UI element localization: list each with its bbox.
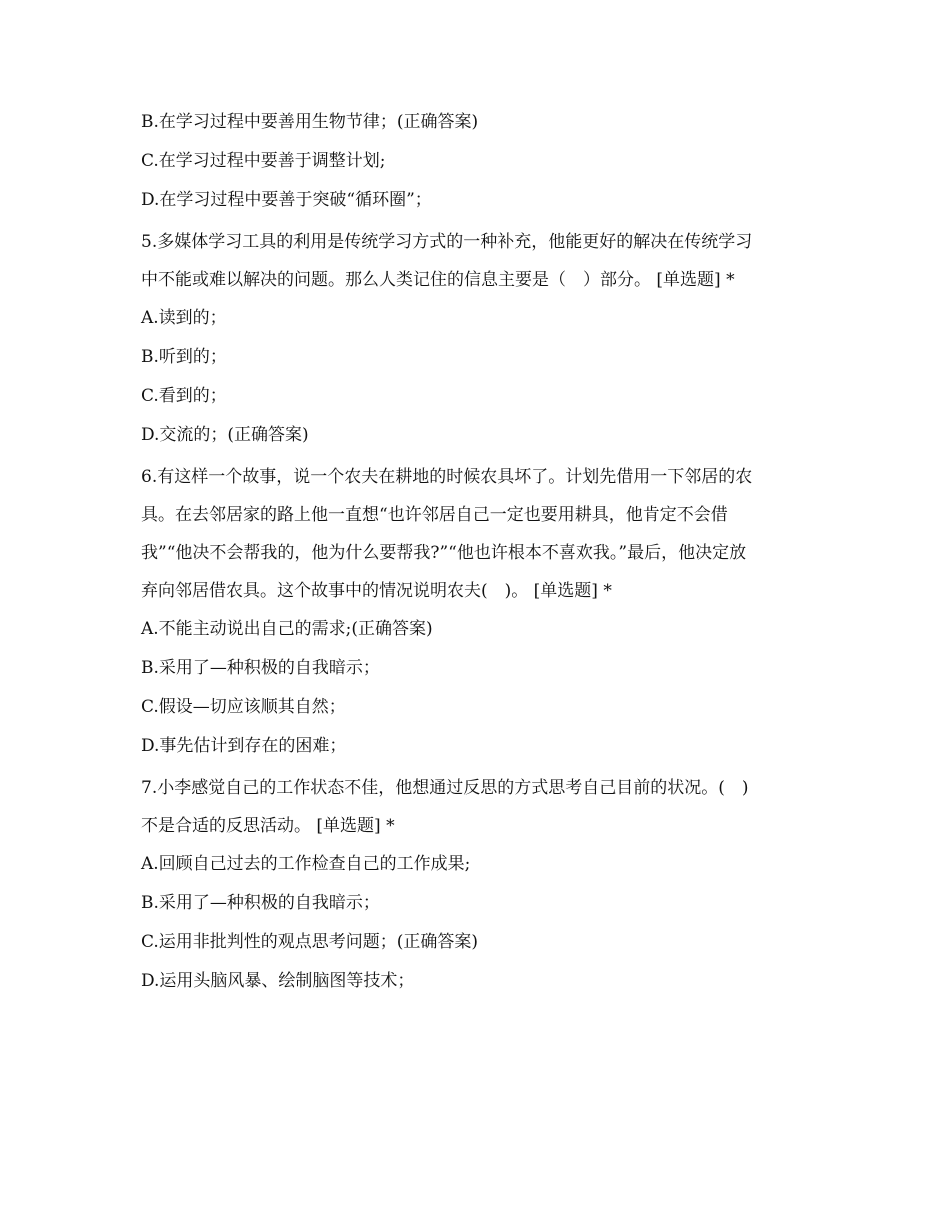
question-5-text-line-1: 5.多媒体学习工具的利用是传统学习方式的一种补充，他能更好的解决在传统学习 <box>141 232 753 252</box>
option-6d: D.事先估计到存在的困难； <box>141 736 347 756</box>
question-6-text-line-1: 6.有这样一个故事，说一个农夫在耕地的时候农具坏了。计划先借用一下邻居的农 <box>141 467 753 487</box>
option-7a: A.回顾自己过去的工作检查自己的工作成果; <box>141 854 471 874</box>
option-6a: A.不能主动说出自己的需求;(正确答案) <box>141 619 433 639</box>
question-6 <box>141 467 811 756</box>
question-5 <box>141 232 811 445</box>
document-page <box>141 112 811 1010</box>
option-4d: D.在学习过程中要善于突破“循环圈”； <box>141 190 432 210</box>
option-7b: B.采用了—种积极的自我暗示； <box>141 893 380 913</box>
option-7d: D.运用头脑风暴、绘制脑图等技术； <box>141 971 415 991</box>
question-6-text-line-4: 弃向邻居借农具。这个故事中的情况说明农夫( )。 [单选题] * <box>141 581 612 601</box>
option-7c: C.运用非批判性的观点思考问题；(正确答案) <box>141 932 479 952</box>
question-6-text-line-3: 我”“他决不会帮我的，他为什么要帮我?”“他也许根本不喜欢我。”最后，他决定放 <box>141 543 747 563</box>
option-4b: B.在学习过程中要善用生物节律；(正确答案) <box>141 112 479 132</box>
question-7 <box>141 778 811 991</box>
question-7-text-line-1: 7.小李感觉自己的工作状态不佳，他想通过反思的方式思考自己目前的状况。( ) <box>141 778 749 798</box>
question-4-options <box>141 112 811 210</box>
option-5b: B.听到的； <box>141 347 227 367</box>
option-5d: D.交流的；(正确答案) <box>141 425 309 445</box>
option-6b: B.采用了—种积极的自我暗示； <box>141 658 380 678</box>
option-4c: C.在学习过程中要善于调整计划; <box>141 151 386 171</box>
option-5c: C.看到的； <box>141 386 227 406</box>
question-5-text-line-2: 中不能或难以解决的问题。那么人类记住的信息主要是（ ）部分。 [单选题] * <box>141 270 735 290</box>
question-6-text-line-2: 具。在去邻居家的路上他一直想“也许邻居自己一定也要用耕具，他肯定不会借 <box>141 505 728 525</box>
option-6c: C.假设—切应该顺其自然； <box>141 697 346 717</box>
option-5a: A.读到的； <box>141 308 227 328</box>
question-7-text-line-2: 不是合适的反思活动。 [单选题] * <box>141 816 395 836</box>
